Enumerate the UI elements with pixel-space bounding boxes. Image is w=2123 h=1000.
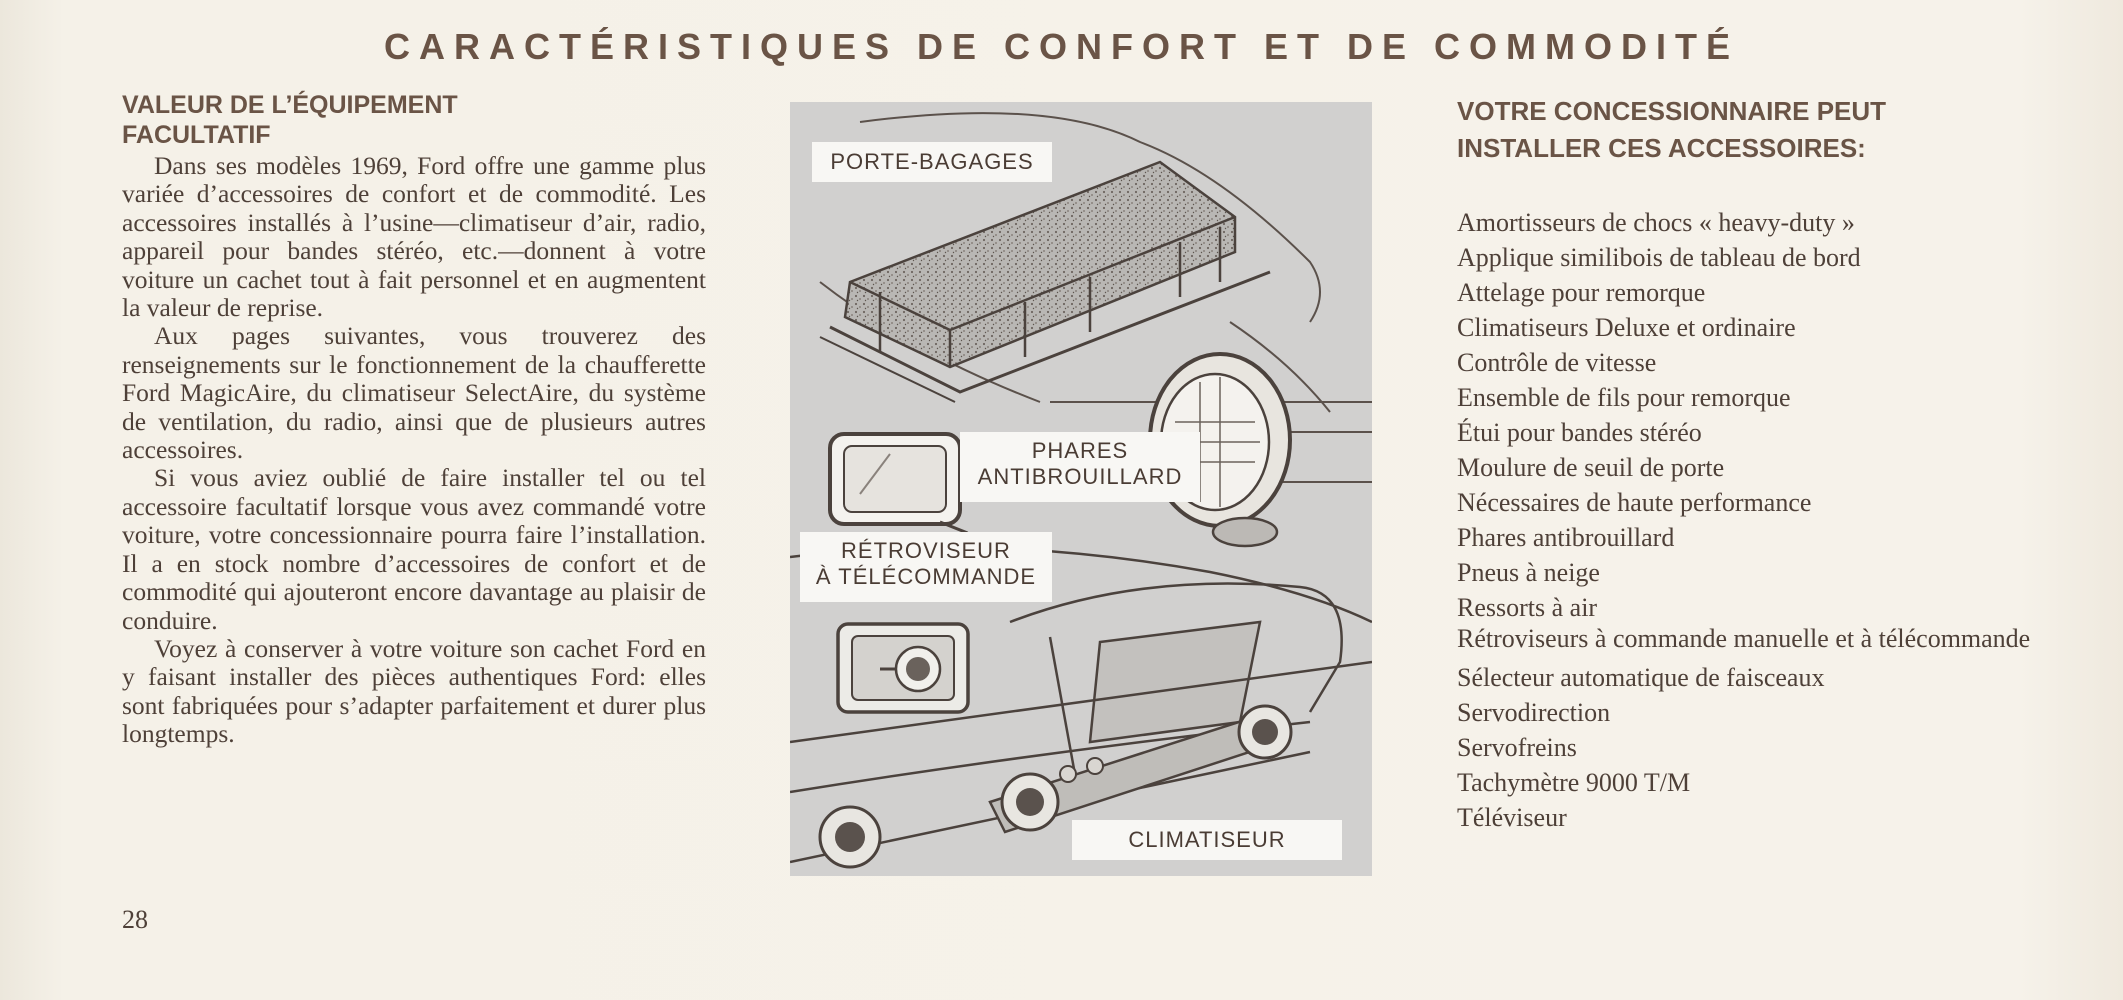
- label-retroviseur: [800, 532, 1052, 602]
- list-item: Attelage pour remorque: [1457, 278, 1706, 307]
- right-heading: [1457, 93, 2037, 167]
- left-heading: [122, 90, 706, 150]
- label-phares-antibrouillard: [960, 432, 1200, 502]
- paragraph-3: Si vous aviez oublié de faire installer tel ou tel accessoire facultatif lorsque vous avez commandé votre voiture, votre concessionnaire pourra faire l’installation. Il a en stock nombre d’accessoires de confort et de commodité qui ajouteront encore davantage au plaisir de conduire.: [122, 463, 706, 635]
- label-retroviseur-line-1: RÉTROVISEUR: [841, 538, 1011, 563]
- page-title: CARACTÉRISTIQUES DE CONFORT ET DE COMMODITÉ: [383, 26, 1739, 67]
- list-item: Pneus à neige: [1457, 558, 1600, 587]
- list-item: Servofreins: [1457, 733, 1577, 762]
- list-item: Moulure de seuil de porte: [1457, 453, 1725, 482]
- label-phares-line-1: PHARES: [1031, 438, 1129, 463]
- list-item: Sélecteur automatique de faisceaux: [1457, 663, 1825, 692]
- label-porte-bagages-text: PORTE-BAGAGES: [830, 149, 1034, 174]
- list-item: Climatiseurs Deluxe et ordinaire: [1457, 313, 1796, 342]
- left-heading-line-2: FACULTATIF: [122, 121, 271, 149]
- list-item: Tachymètre 9000 T/M: [1457, 768, 1691, 797]
- list-item: Ensemble de fils pour remorque: [1457, 383, 1791, 412]
- list-item: Rétroviseurs à commande manuelle et à télécommande: [1457, 624, 2031, 653]
- label-climatiseur-text: CLIMATISEUR: [1128, 827, 1286, 852]
- list-item: Téléviseur: [1457, 803, 1567, 832]
- label-phares-line-2: ANTIBROUILLARD: [977, 464, 1183, 489]
- label-porte-bagages: [812, 142, 1052, 182]
- paragraph-1: Dans ses modèles 1969, Ford offre une gamme plus variée d’accessoires de confort et de commodité. Les accessoires installés à l’usine—climatiseur d’air, radio, appareil pour bandes stéréo, etc.—donnent à votre voiture un cachet tout à fait personnel et en augmentent la valeur de reprise.: [122, 151, 706, 323]
- left-column: [122, 90, 706, 749]
- paragraph-4: Voyez à conserver à votre voiture son cachet Ford en y faisant installer des pièces authentiques Ford: elles sont fabriquées pour s’adapter parfaitement et durer plus longtemps.: [122, 633, 706, 749]
- list-item: Contrôle de vitesse: [1457, 348, 1657, 377]
- list-item: Amortisseurs de chocs « heavy-duty »: [1457, 208, 1855, 237]
- list-item: Étui pour bandes stéréo: [1457, 418, 1702, 447]
- list-item: Servodirection: [1457, 698, 1611, 727]
- right-heading-line-1: VOTRE CONCESSIONNAIRE PEUT: [1457, 96, 1887, 126]
- right-heading-line-2: INSTALLER CES ACCESSOIRES:: [1457, 133, 1866, 163]
- label-climatiseur: [1072, 820, 1342, 860]
- paragraph-2: Aux pages suivantes, vous trouverez des renseignements sur le fonctionnement de la chaufferette Ford MagicAire, du climatiseur SelectAire, du système de ventilation, du radio, ainsi que de plusieurs autres accessoires.: [122, 321, 706, 465]
- list-item: Ressorts à air: [1457, 593, 1598, 622]
- list-item: Phares antibrouillard: [1457, 523, 1675, 552]
- right-column: [1457, 93, 2037, 835]
- list-item: Applique similibois de tableau de bord: [1457, 243, 1861, 272]
- accessories-illustration: [790, 102, 1372, 876]
- accessories-list: [1457, 205, 2037, 835]
- page-number: 28: [122, 905, 148, 934]
- label-retroviseur-line-2: À TÉLÉCOMMANDE: [815, 564, 1037, 589]
- mirror-icon: [830, 434, 965, 542]
- remote-mirror-control-icon: [838, 624, 968, 712]
- left-heading-line-1: VALEUR DE L’ÉQUIPEMENT: [122, 91, 458, 119]
- list-item: Nécessaires de haute performance: [1457, 488, 1812, 517]
